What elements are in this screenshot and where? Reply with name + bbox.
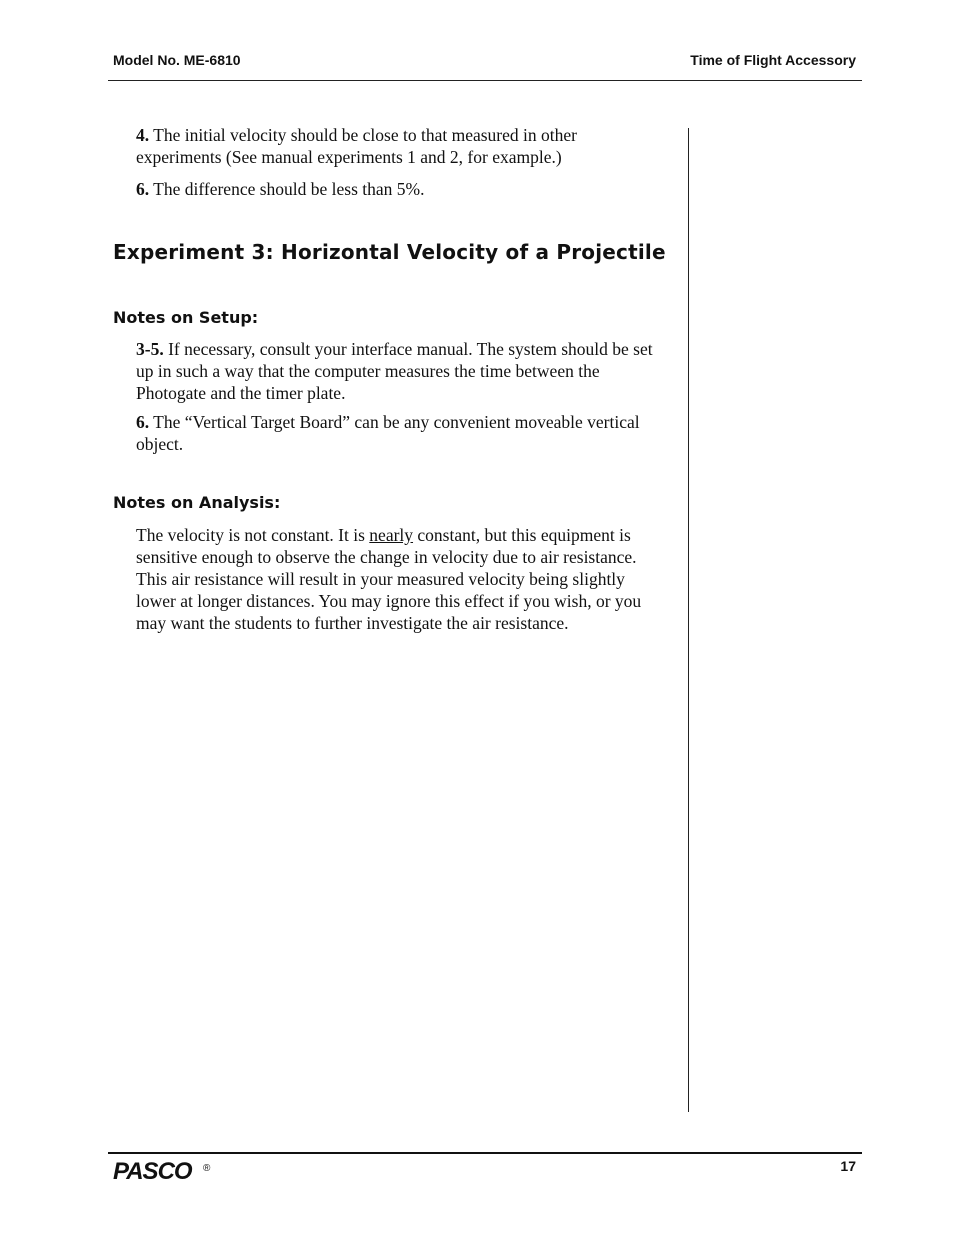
header-model-number: Model No. ME-6810: [113, 52, 241, 68]
setup-item-6: [136, 411, 666, 455]
item-number: 3-5.: [136, 339, 164, 359]
analysis-text-end: constant, but this equipment is sensitive enough to observe the change in velocity due to air resistance. This air resistance will result in your measured velocity being slightly lower at longer distances. You may ignore this effect if you wish, or you may want the students to further investigate the air resistance.: [136, 525, 642, 633]
item-text: The initial velocity should be close to that measured in other experiments (See manual experiments 1 and 2, for example.): [136, 125, 577, 167]
item-text: The “Vertical Target Board” can be any convenient moveable vertical object.: [136, 412, 640, 454]
intro-item-6: [136, 178, 666, 200]
analysis-paragraph: [136, 524, 666, 634]
footer-divider: [108, 1152, 862, 1154]
emphasis-nearly: nearly: [369, 525, 414, 545]
item-number: 6.: [136, 179, 150, 199]
header-document-title: Time of Flight Accessory: [690, 52, 856, 68]
page-number: 17: [840, 1158, 856, 1174]
intro-item-4: [136, 124, 666, 168]
setup-item-3-5: [136, 338, 666, 404]
analysis-text-start: The velocity is not constant. It is: [136, 525, 370, 545]
registered-mark: ®: [203, 1163, 211, 1174]
pasco-logo: PASCO: [113, 1158, 192, 1185]
setup-heading: Notes on Setup:: [113, 308, 259, 327]
item-text: The difference should be less than 5%.: [149, 179, 425, 199]
header-divider: [108, 80, 862, 81]
experiment-title: Experiment 3: Horizontal Velocity of a Projectile: [113, 240, 666, 264]
item-number: 4.: [136, 125, 150, 145]
margin-divider: [688, 128, 689, 1112]
item-number: 6.: [136, 412, 150, 432]
analysis-heading: Notes on Analysis:: [113, 493, 281, 512]
item-text: If necessary, consult your interface manual. The system should be set up in such a way that the computer measures the time between the Photogate and the timer plate.: [136, 339, 653, 403]
